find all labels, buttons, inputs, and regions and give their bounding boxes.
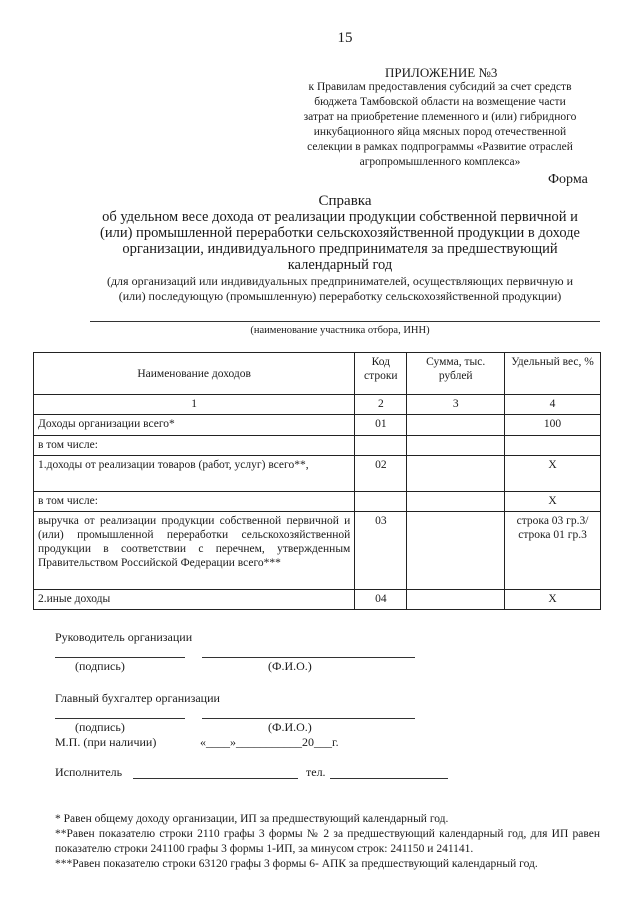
footnote: ***Равен показателю строки 63120 графы 3 формы 6- АПК за предшествующий календарный год. bbox=[55, 858, 538, 870]
accountant-fio-line[interactable] bbox=[202, 718, 415, 719]
appendix-line: к Правилам предоставления субсидий за счет средств bbox=[308, 81, 572, 93]
appendix-line: агропромышленного комплекса» bbox=[359, 156, 521, 168]
executor-label: Исполнитель bbox=[55, 765, 123, 779]
executor-line[interactable] bbox=[133, 778, 298, 779]
row-name: выручка от реализации продукции собственной первичной и (или) промышленной переработки сельскохозяйственной продукции в соответствии с перечнем, утвержденным Правительством Российской Федерации всего*** bbox=[34, 512, 355, 590]
appendix-line: бюджета Тамбовской области на возмещение части bbox=[314, 96, 566, 108]
document-subdescription bbox=[60, 274, 620, 304]
table-row bbox=[34, 512, 601, 590]
description-line: об удельном весе дохода от реализации продукции собственной первичной и bbox=[102, 209, 578, 225]
row-sum-cell[interactable] bbox=[407, 590, 505, 610]
row-sum-cell[interactable] bbox=[407, 415, 505, 436]
table-header-row bbox=[34, 353, 601, 395]
appendix-line: затрат на приобретение племенного и (или) гибридного bbox=[303, 111, 577, 123]
head-of-organization-label: Руководитель организации bbox=[55, 630, 193, 644]
row-name: в том числе: bbox=[34, 492, 355, 512]
footnote: **Равен показателю строки 2110 графы 3 формы № 2 за предшествующий календарный год, для ИП равен показателю строки 241100 графы 3 формы 1-ИП, за минусом строк: 241150 и 241141. bbox=[55, 828, 600, 855]
income-table bbox=[33, 352, 601, 610]
row-weight: Х bbox=[505, 492, 601, 512]
participant-caption: (наименование участника отбора, ИНН) bbox=[250, 325, 430, 336]
footnote: * Равен общему доходу организации, ИП за предшествующий календарный год. bbox=[55, 813, 449, 825]
row-weight: строка 03 гр.3/ строка 01 гр.3 bbox=[505, 512, 601, 590]
signature-caption: (подпись) bbox=[75, 659, 125, 673]
row-weight bbox=[505, 436, 601, 456]
header-cell-code: Код строки bbox=[355, 353, 407, 395]
accountant-signature-line[interactable] bbox=[55, 718, 185, 719]
row-name: 2.иные доходы bbox=[34, 590, 355, 610]
document-title: Справка bbox=[318, 193, 372, 209]
subdescription-line: (для организаций или индивидуальных предпринимателей, осуществляющих первичную и bbox=[106, 274, 574, 288]
description-line: (или) промышленной переработки сельскохозяйственной продукции в доходе bbox=[100, 225, 580, 241]
phone-label: тел. bbox=[306, 765, 326, 779]
signature-caption: (подпись) bbox=[75, 720, 125, 734]
column-number: 2 bbox=[355, 395, 407, 415]
row-weight: Х bbox=[505, 456, 601, 492]
row-sum-cell[interactable] bbox=[407, 436, 505, 456]
row-code: 02 bbox=[355, 456, 407, 492]
table-row bbox=[34, 590, 601, 610]
header-cell-sum: Сумма, тыс. рублей bbox=[407, 353, 505, 395]
row-sum-cell[interactable] bbox=[407, 456, 505, 492]
row-code bbox=[355, 492, 407, 512]
phone-line[interactable] bbox=[330, 778, 448, 779]
document-description bbox=[60, 209, 620, 273]
head-signature-line[interactable] bbox=[55, 657, 185, 658]
fio-caption: (Ф.И.О.) bbox=[268, 720, 312, 734]
table-row bbox=[34, 456, 601, 492]
row-code: 01 bbox=[355, 415, 407, 436]
row-code: 03 bbox=[355, 512, 407, 590]
appendix-text bbox=[280, 80, 600, 170]
form-label: Форма bbox=[548, 172, 588, 187]
head-fio-line[interactable] bbox=[202, 657, 415, 658]
appendix-title: ПРИЛОЖЕНИЕ №3 bbox=[385, 65, 498, 80]
description-line: организации, индивидуального предпринимателя за предшествующий bbox=[122, 241, 558, 257]
appendix-line: селекции в рамках подпрограммы «Развитие отраслей bbox=[307, 141, 573, 153]
subdescription-line: (или) последующую (промышленную) переработку сельскохозяйственной продукции) bbox=[118, 289, 562, 303]
row-sum-cell[interactable] bbox=[407, 492, 505, 512]
table-row bbox=[34, 415, 601, 436]
row-name: в том числе: bbox=[34, 436, 355, 456]
row-name: Доходы организации всего* bbox=[34, 415, 355, 436]
row-weight: 100 bbox=[505, 415, 601, 436]
column-number: 4 bbox=[505, 395, 601, 415]
page-number: 15 bbox=[337, 30, 353, 46]
date-field[interactable]: «____»___________20___г. bbox=[200, 735, 339, 749]
table-number-row bbox=[34, 395, 601, 415]
header-cell-weight: Удельный вес, % bbox=[505, 353, 601, 395]
fio-caption: (Ф.И.О.) bbox=[268, 659, 312, 673]
column-number: 1 bbox=[34, 395, 355, 415]
footnotes bbox=[55, 812, 600, 872]
table-row bbox=[34, 492, 601, 512]
participant-line[interactable] bbox=[90, 321, 600, 322]
row-name: 1.доходы от реализации товаров (работ, услуг) всего**, bbox=[34, 456, 355, 492]
chief-accountant-label: Главный бухгалтер организации bbox=[55, 691, 220, 705]
column-number: 3 bbox=[407, 395, 505, 415]
header-cell-name: Наименование доходов bbox=[34, 353, 355, 395]
row-sum-cell[interactable] bbox=[407, 512, 505, 590]
stamp-label: М.П. (при наличии) bbox=[55, 735, 157, 749]
table-row bbox=[34, 436, 601, 456]
appendix-line: инкубационного яйца мясных пород отечественной bbox=[313, 126, 567, 138]
row-code: 04 bbox=[355, 590, 407, 610]
row-code bbox=[355, 436, 407, 456]
description-line: календарный год bbox=[287, 257, 393, 273]
row-weight: Х bbox=[505, 590, 601, 610]
